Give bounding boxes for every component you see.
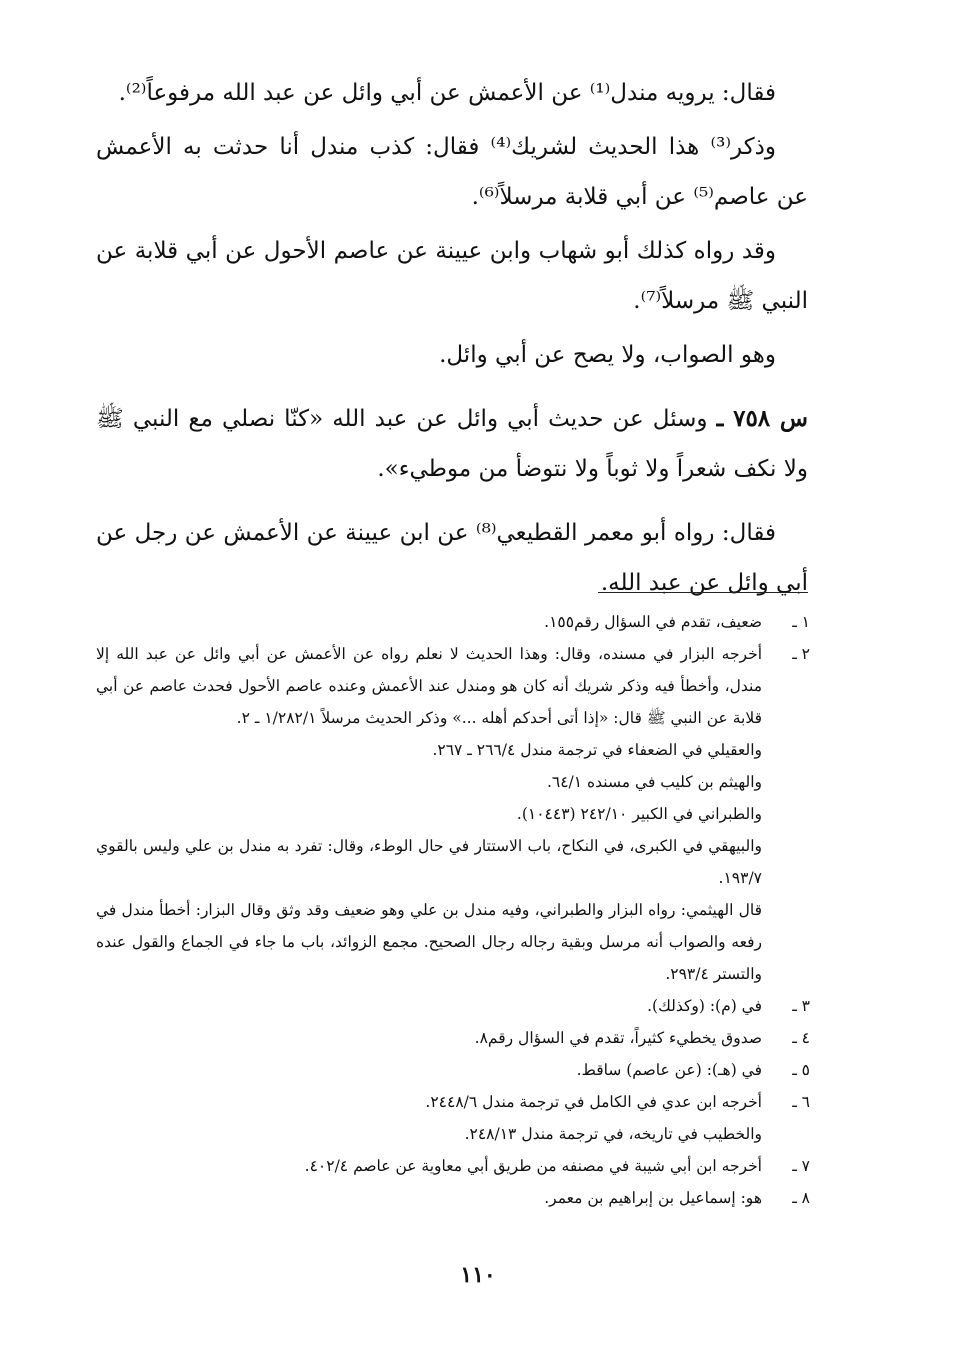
footnote-number: ٦ ـ [792,1093,810,1111]
footnote [96,638,810,734]
footnote [96,990,810,1022]
footnote-number: ٧ ـ [792,1157,810,1175]
footnote-text: أخرجه البزار في مسنده، وقال: وهذا الحديث لا نعلم رواه عن الأعمش عن أبي وائل عن عبد الله إلا مندل، وأخطأ فيه وذكر شريك أنه كان هو ومندل عند الأعمش وعنده عاصم الأحول فحدث عاصم عن أبي قلابة عن النبي ﷺ قال: «إذا أتى أحدكم أهله ...» وذكر الحديث مرسلاً ١/٢٨٢/١ ـ ٢. [96,645,762,727]
footnote-text: هو: إسماعيل بن إبراهيم بن معمر. [544,1189,762,1207]
paragraph: فقال: يرويه مندل⁽¹⁾ عن الأعمش عن أبي وائل عن عبد الله مرفوعاً⁽²⁾. [118,80,776,106]
footnote-number: ٨ ـ [792,1189,810,1207]
footnote [96,1022,810,1054]
main-text [96,68,808,608]
footnote [96,606,810,638]
footnote-divider [598,592,808,593]
paragraph: وقد رواه كذلك أبو شهاب وابن عيينة عن عاصم الأحول عن أبي قلابة عن النبي ﷺ مرسلاً⁽⁷⁾. [96,238,808,314]
footnote-continuation: والعقيلي في الضعفاء في ترجمة مندل ٢٦٦/٤ ـ ٢٦٧. [432,741,762,759]
footnote-text: ضعيف، تقدم في السؤال رقم١٥٥. [544,613,762,631]
answer-paragraph: فقال: رواه أبو معمر القطيعي⁽⁸⁾ عن ابن عيينة عن الأعمش عن رجل عن أبي وائل عن عبد الله. [96,520,808,596]
paragraph: وذكر⁽³⁾ هذا الحديث لشريك⁽⁴⁾ فقال: كذب مندل أنا حدثت به الأعمش عن عاصم⁽⁵⁾ عن أبي قلابة مرسلاً⁽⁶⁾. [96,134,808,210]
footnotes [96,606,810,1214]
footnote-continuation: والخطيب في تاريخه، في ترجمة مندل ٢٤٨/١٣. [464,1125,762,1143]
footnote [96,1054,810,1086]
question-text: وسئل عن حديث أبي وائل عن عبد الله «كنّا نصلي مع النبي ﷺ ولا نكف شعراً ولا ثوباً ولا نتوضأ من موطيء». [96,406,808,482]
footnote-number: ٢ ـ [792,645,810,663]
paragraph: وهو الصواب، ولا يصح عن أبي وائل. [439,342,776,368]
question-number: س ٧٥٨ ـ [716,405,808,432]
footnote-continuation: والبيهقي في الكبرى، في النكاح، باب الاستتار في حال الوطء، وقال: تفرد به مندل بن علي وليس بالقوي ١٩٣/٧. [96,837,762,887]
footnote-number: ١ ـ [792,613,810,631]
footnote-number: ٤ ـ [792,1029,810,1047]
footnote-text: أخرجه ابن أبي شيبة في مصنفه من طريق أبي معاوية عن عاصم ٤٠٢/٤. [304,1157,762,1175]
footnote-text: في (هـ): (عن عاصم) ساقط. [576,1061,762,1079]
footnote [96,1086,810,1118]
footnote [96,1182,810,1214]
question-paragraph [96,394,808,494]
footnote [96,1150,810,1182]
footnote-text: صدوق يخطيء كثيراً، تقدم في السؤال رقم٨. [474,1029,762,1047]
footnote-text: أخرجه ابن عدي في الكامل في ترجمة مندل ٢٤٤٨/٦. [425,1093,762,1111]
footnote-number: ٣ ـ [792,997,810,1015]
footnote-continuation: والطبراني في الكبير ٢٤٢/١٠ (١٠٤٤٣). [516,805,762,823]
page-number: ١١٠ [460,1262,496,1288]
footnote-number: ٥ ـ [792,1061,810,1079]
footnote-continuation: قال الهيثمي: رواه البزار والطبراني، وفيه مندل بن علي وهو ضعيف وقد وثق وقال البزار: أخطأ مندل في رفعه والصواب أنه مرسل وبقية رجاله رجال الصحيح. مجمع الزوائد، باب ما جاء في الجماع والقول عنده والتستر ٢٩٣/٤. [96,901,762,983]
footnote-continuation: والهيثم بن كليب في مسنده ٦٤/١. [546,773,762,791]
footnote-text: في (م): (وكذلك). [647,997,762,1015]
